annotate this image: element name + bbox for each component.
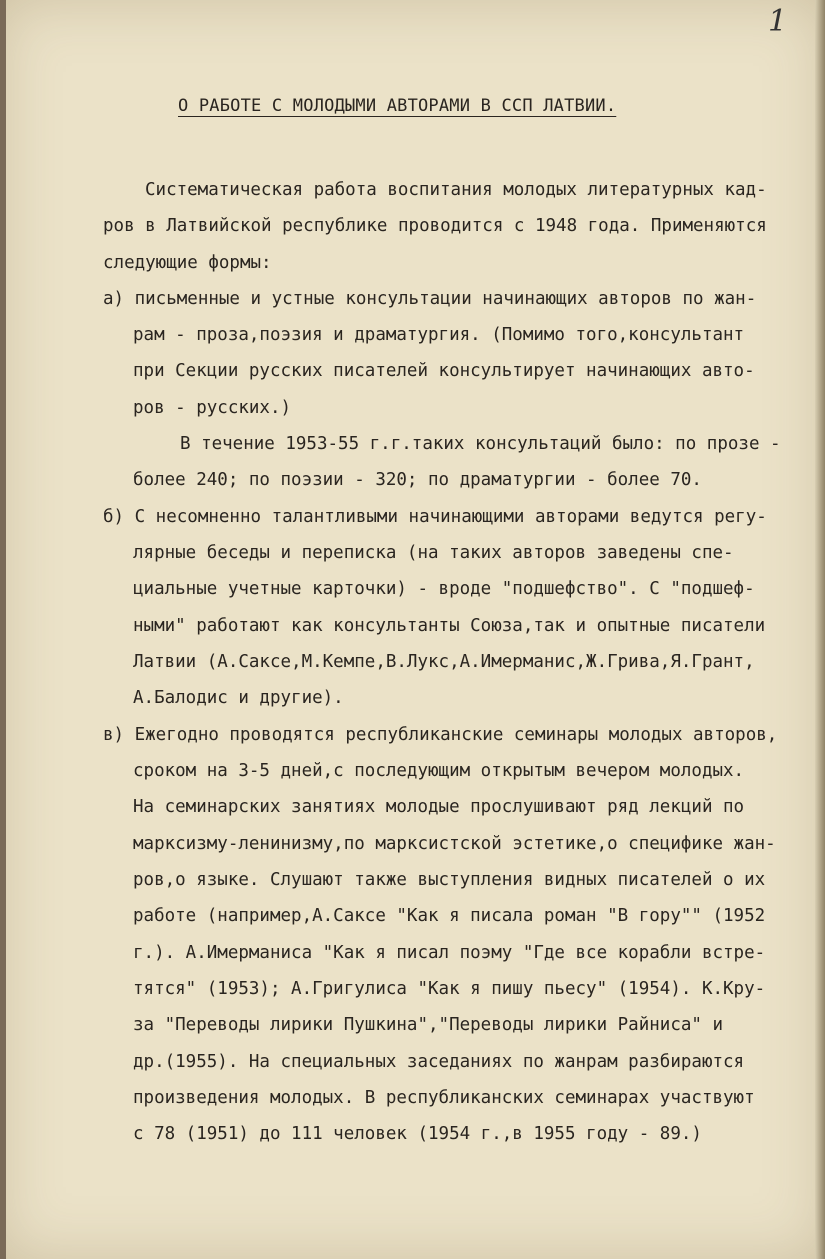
body-line: Систематическая работа воспитания молодых литературных кад- — [145, 180, 767, 200]
right-page-edge — [815, 0, 825, 1259]
left-page-edge — [0, 0, 6, 1259]
body-line: г.). А.Имерманиса "Как я писал поэму "Где все корабли встре- — [133, 943, 766, 963]
body-line: ными" работают как консультанты Союза,так и опытные писатели — [133, 616, 766, 636]
body-line: следующие формы: — [103, 253, 272, 273]
body-line: В течение 1953-55 г.г.таких консультаций было: по прозе - — [180, 434, 781, 454]
body-line: за "Переводы лирики Пушкина","Переводы лирики Райниса" и — [133, 1015, 724, 1035]
body-line: в) Ежегодно проводятся республиканские семинары молодых авторов, — [103, 725, 778, 745]
body-line: сроком на 3-5 дней,с последующим открытым вечером молодых. — [133, 761, 745, 781]
body-line: ров,о языке. Слушают также выступления видных писателей о их — [133, 870, 766, 890]
body-line: ров в Латвийской республике проводится с 1948 года. Применяются — [103, 216, 767, 236]
body-line: А.Балодис и другие). — [133, 688, 344, 708]
page-number: 1 — [768, 4, 788, 39]
body-line: более 240; по поэзии - 320; по драматургии - более 70. — [133, 470, 702, 490]
body-line: при Секции русских писателей консультирует начинающих авто- — [133, 361, 755, 381]
body-line: циальные учетные карточки) - вроде "подшефство". С "подшеф- — [133, 579, 755, 599]
document-title: О РАБОТЕ С МОЛОДЫМИ АВТОРАМИ В ССП ЛАТВИИ. — [178, 96, 617, 116]
body-line: тятся" (1953); А.Григулиса "Как я пишу пьесу" (1954). К.Кру- — [133, 979, 766, 999]
body-line: с 78 (1951) до 111 человек (1954 г.,в 1955 году - 89.) — [133, 1124, 702, 1144]
body-line: др.(1955). На специальных заседаниях по жанрам разбираются — [133, 1052, 745, 1072]
body-line: а) письменные и устные консультации начинающих авторов по жан- — [103, 289, 757, 309]
body-line: лярные беседы и переписка (на таких авторов заведены спе- — [133, 543, 734, 563]
body-line: Латвии (А.Саксе,М.Кемпе,В.Лукс,А.Имерманис,Ж.Грива,Я.Грант, — [133, 652, 755, 672]
body-line: работе (например,А.Саксе "Как я писала роман "В гору"" (1952 — [133, 906, 766, 926]
body-line: произведения молодых. В республиканских семинарах участвуют — [133, 1088, 755, 1108]
body-line: марксизму-ленинизму,по марксистской эстетике,о специфике жан- — [133, 834, 776, 854]
body-line: рам - проза,поэзия и драматургия. (Помимо того,консультант — [133, 325, 745, 345]
body-line: б) С несомненно талантливыми начинающими авторами ведутся регу- — [103, 507, 767, 527]
body-line: На семинарских занятиях молодые прослушивают ряд лекций по — [133, 797, 745, 817]
body-line: ров - русских.) — [133, 398, 292, 418]
